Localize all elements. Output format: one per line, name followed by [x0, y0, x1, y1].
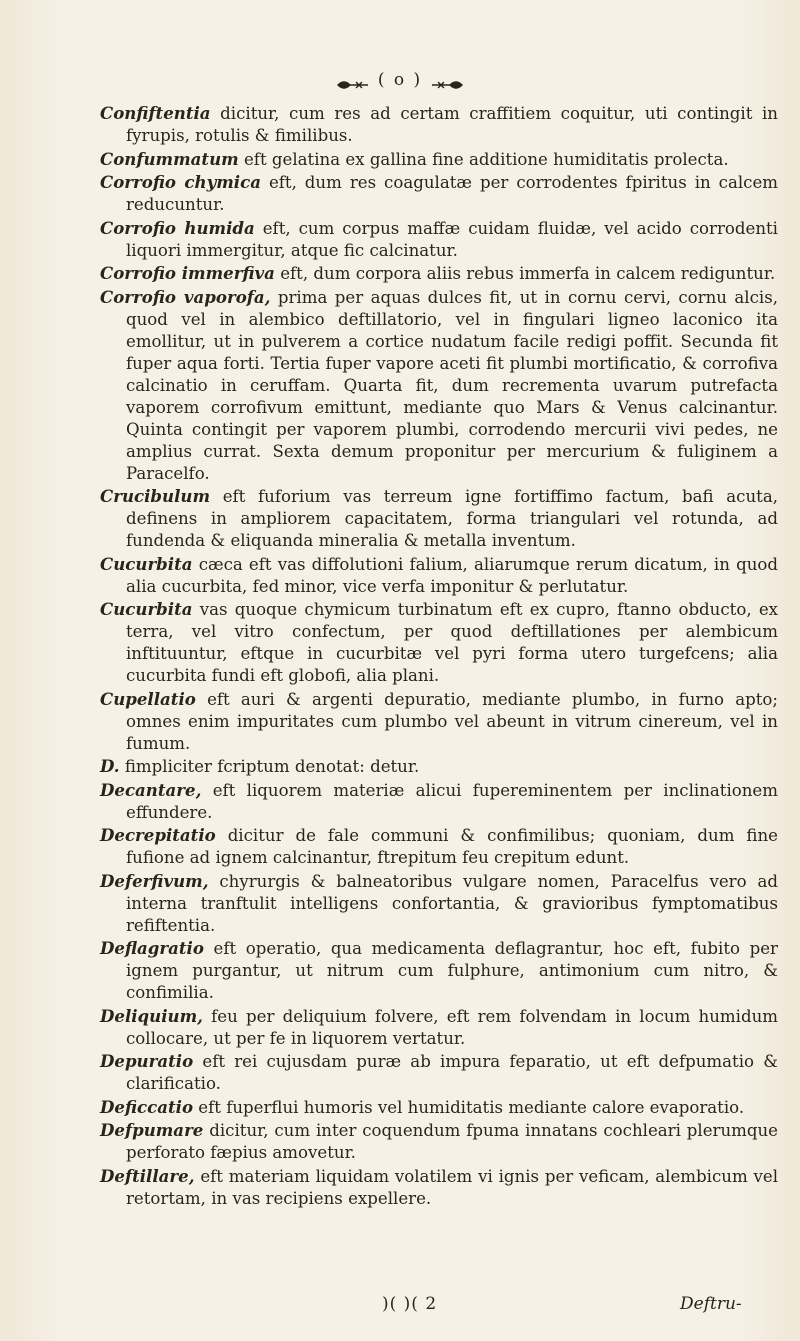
entry-definition: eft rei cujusdam puræ ab impura feparatio, ut eft defpumatio & clarificatio. — [126, 1052, 778, 1093]
entry-definition: eft auri & argenti depuratio, mediante plumbo, in furno apto; omnes enim impuritates cum plumbo vel abeunt in vitrum cinereum, vel in fumum. — [126, 689, 778, 753]
entry-definition: fimpliciter fcriptum denotat: detur. — [124, 757, 420, 776]
glossary-entry — [100, 1119, 778, 1164]
entry-definition: dicitur, cum inter coquendum fpuma innatans cochleari plerumque perforato fæpius amovetur. — [126, 1121, 779, 1162]
entry-headword: Deficcatio — [100, 1096, 194, 1117]
entry-headword: Corrofio immerfiva — [100, 263, 275, 283]
entry-definition: dicitur de fale communi & confimilibus; quoniam, dum fine fufione ad ignem calcinantur, ftrepitum feu crepitum edunt. — [126, 826, 778, 867]
entry-definition: chyrurgis & balneatoribus vulgare nomen, Paracelfus vero ad interna tranftulit intelligens confortantia, & gravioribus fymptomatibus refiftentia. — [126, 871, 778, 935]
entry-headword: Crucibulum — [100, 486, 211, 506]
running-head — [0, 70, 800, 90]
glossary-entry — [100, 1050, 778, 1095]
glossary-entry — [100, 755, 778, 778]
entry-definition: eft fuperflui humoris vel humiditatis mediante calore evaporatio. — [198, 1097, 745, 1117]
entry-definition: feu per deliquium folvere, eft rem folvendam in locum humidum collocare, ut per fe in liquorem vertatur. — [126, 1006, 778, 1048]
entry-definition: eft gelatina ex gallina fine additione humiditatis prolecta. — [243, 149, 729, 169]
left-ornament-icon — [336, 76, 370, 86]
glossary-entry — [100, 286, 778, 485]
glossary-entry — [100, 937, 778, 1004]
entry-headword: Depuratio — [100, 1051, 194, 1071]
entry-definition: vas quoque chymicum turbinatum eft ex cupro, ftanno obducto, ex terra, vel vitro confectum, per quod deftillationes per alembicum inftituuntur, eftque in cucurbitæ vel pyri forma utero turgefcens; alia cucurbita fundi eft globofi, alia plani. — [126, 600, 779, 685]
entry-headword: Defpumare — [100, 1120, 204, 1140]
glossary-entry — [100, 102, 778, 147]
entry-headword: Confiftentia — [100, 103, 211, 123]
entry-definition: eft liquorem materiæ alicui fupereminentem per inclinationem effundere. — [126, 780, 778, 822]
entry-headword: Confummatum — [100, 148, 239, 169]
entry-headword: Cucurbita — [100, 599, 193, 619]
glossary-entry — [100, 262, 778, 285]
entry-definition: prima per aquas dulces fit, ut in cornu cervi, cornu alcis, quod vel in alembico deftillatorio, vel in fingulari ligneo laconico ita emollitur, ut in pulverem a cortice nudatum facile redigi poffit. Secunda fit fuper aqua forti. Tertia fuper vapore aceti fit plumbi mortificatio, & corrofiva calcinatio in ceruffam. Quarta fit, dum recrementa uvarum putrefacta vaporem corrofivum emittunt, mediante quo Mars & Venus calcinantur. Quinta contingit per vaporem plumbi, corrodendo mercurii vivi pedes, ne amplius currat. Sexta demum proponitur per mercurium & fuliginem a Paracelfo. — [126, 287, 779, 483]
glossary-entry — [100, 598, 778, 687]
entry-headword: Deferfivum, — [100, 870, 209, 891]
page-footer — [0, 1294, 800, 1324]
glossary-entry — [100, 870, 778, 937]
entry-definition: dicitur, cum res ad certam craffitiem coquitur, uti contingit in fyrupis, rotulis & fimilibus. — [126, 104, 778, 145]
entry-headword: Cupellatio — [100, 688, 196, 709]
glossary-entry — [100, 1165, 778, 1210]
glossary-entry — [100, 171, 778, 216]
entry-headword: Deftillare, — [100, 1165, 195, 1186]
glossary-entry — [100, 1096, 778, 1119]
glossary-entry — [100, 1005, 778, 1050]
glossary-entry — [100, 779, 778, 824]
glossary-entry — [100, 217, 778, 262]
entry-headword: Deliquium, — [100, 1005, 203, 1026]
entry-headword: Corrofio chymica — [100, 172, 261, 192]
entry-headword: D. — [100, 756, 120, 776]
glossary-entry — [100, 553, 778, 598]
entry-definition: cæca eft vas diffolutioni falium, aliarumque rerum dicatum, in quod alia cucurbita, fed minor, vice verfa imponitur & perlutatur. — [126, 554, 779, 596]
right-ornament-icon — [430, 76, 464, 86]
entry-definition: eft fuforium vas terreum igne fortiffimo factum, bafi acuta, definens in ampliorem capacitatem, forma triangulari vel rotunda, ad fundenda & eliquanda mineralia & metalla inventum. — [126, 487, 778, 550]
glossary-entry — [100, 824, 778, 869]
entry-headword: Corrofio vaporofa, — [100, 286, 271, 307]
entry-headword: Corrofio humida — [100, 217, 255, 238]
entry-headword: Cucurbita — [100, 553, 193, 574]
entry-headword: Deflagratio — [100, 938, 204, 958]
entry-headword: Decantare, — [100, 779, 202, 800]
entry-definition: eft materiam liquidam volatilem vi ignis per veficam, alembicum vel retortam, in vas recipiens expellere. — [126, 1166, 779, 1208]
entry-definition: eft, dum corpora aliis rebus immerfa in calcem rediguntur. — [280, 264, 776, 283]
glossary-entry — [100, 148, 778, 171]
glossary-entry — [100, 485, 778, 552]
signature-mark: )( )( 2 — [382, 1294, 438, 1314]
entry-definition: eft, cum corpus maffæ cuidam fluidæ, vel acido corrodenti liquori immergitur, atque fic calcinatur. — [126, 218, 778, 260]
entry-definition: eft, dum res coagulatæ per corrodentes fpiritus in calcem reducuntur. — [126, 173, 779, 214]
glossary-body — [100, 102, 778, 1210]
entry-definition: eft operatio, qua medicamenta deflagrantur, hoc eft, fubito per ignem purgantur, ut nitrum cum fulphure, antimonium cum nitro, & confimilia. — [126, 939, 778, 1002]
catchword: Deftru- — [680, 1294, 742, 1314]
page-number: ( o ) — [377, 70, 423, 90]
entry-headword: Decrepitatio — [100, 825, 216, 845]
glossary-entry — [100, 688, 778, 755]
